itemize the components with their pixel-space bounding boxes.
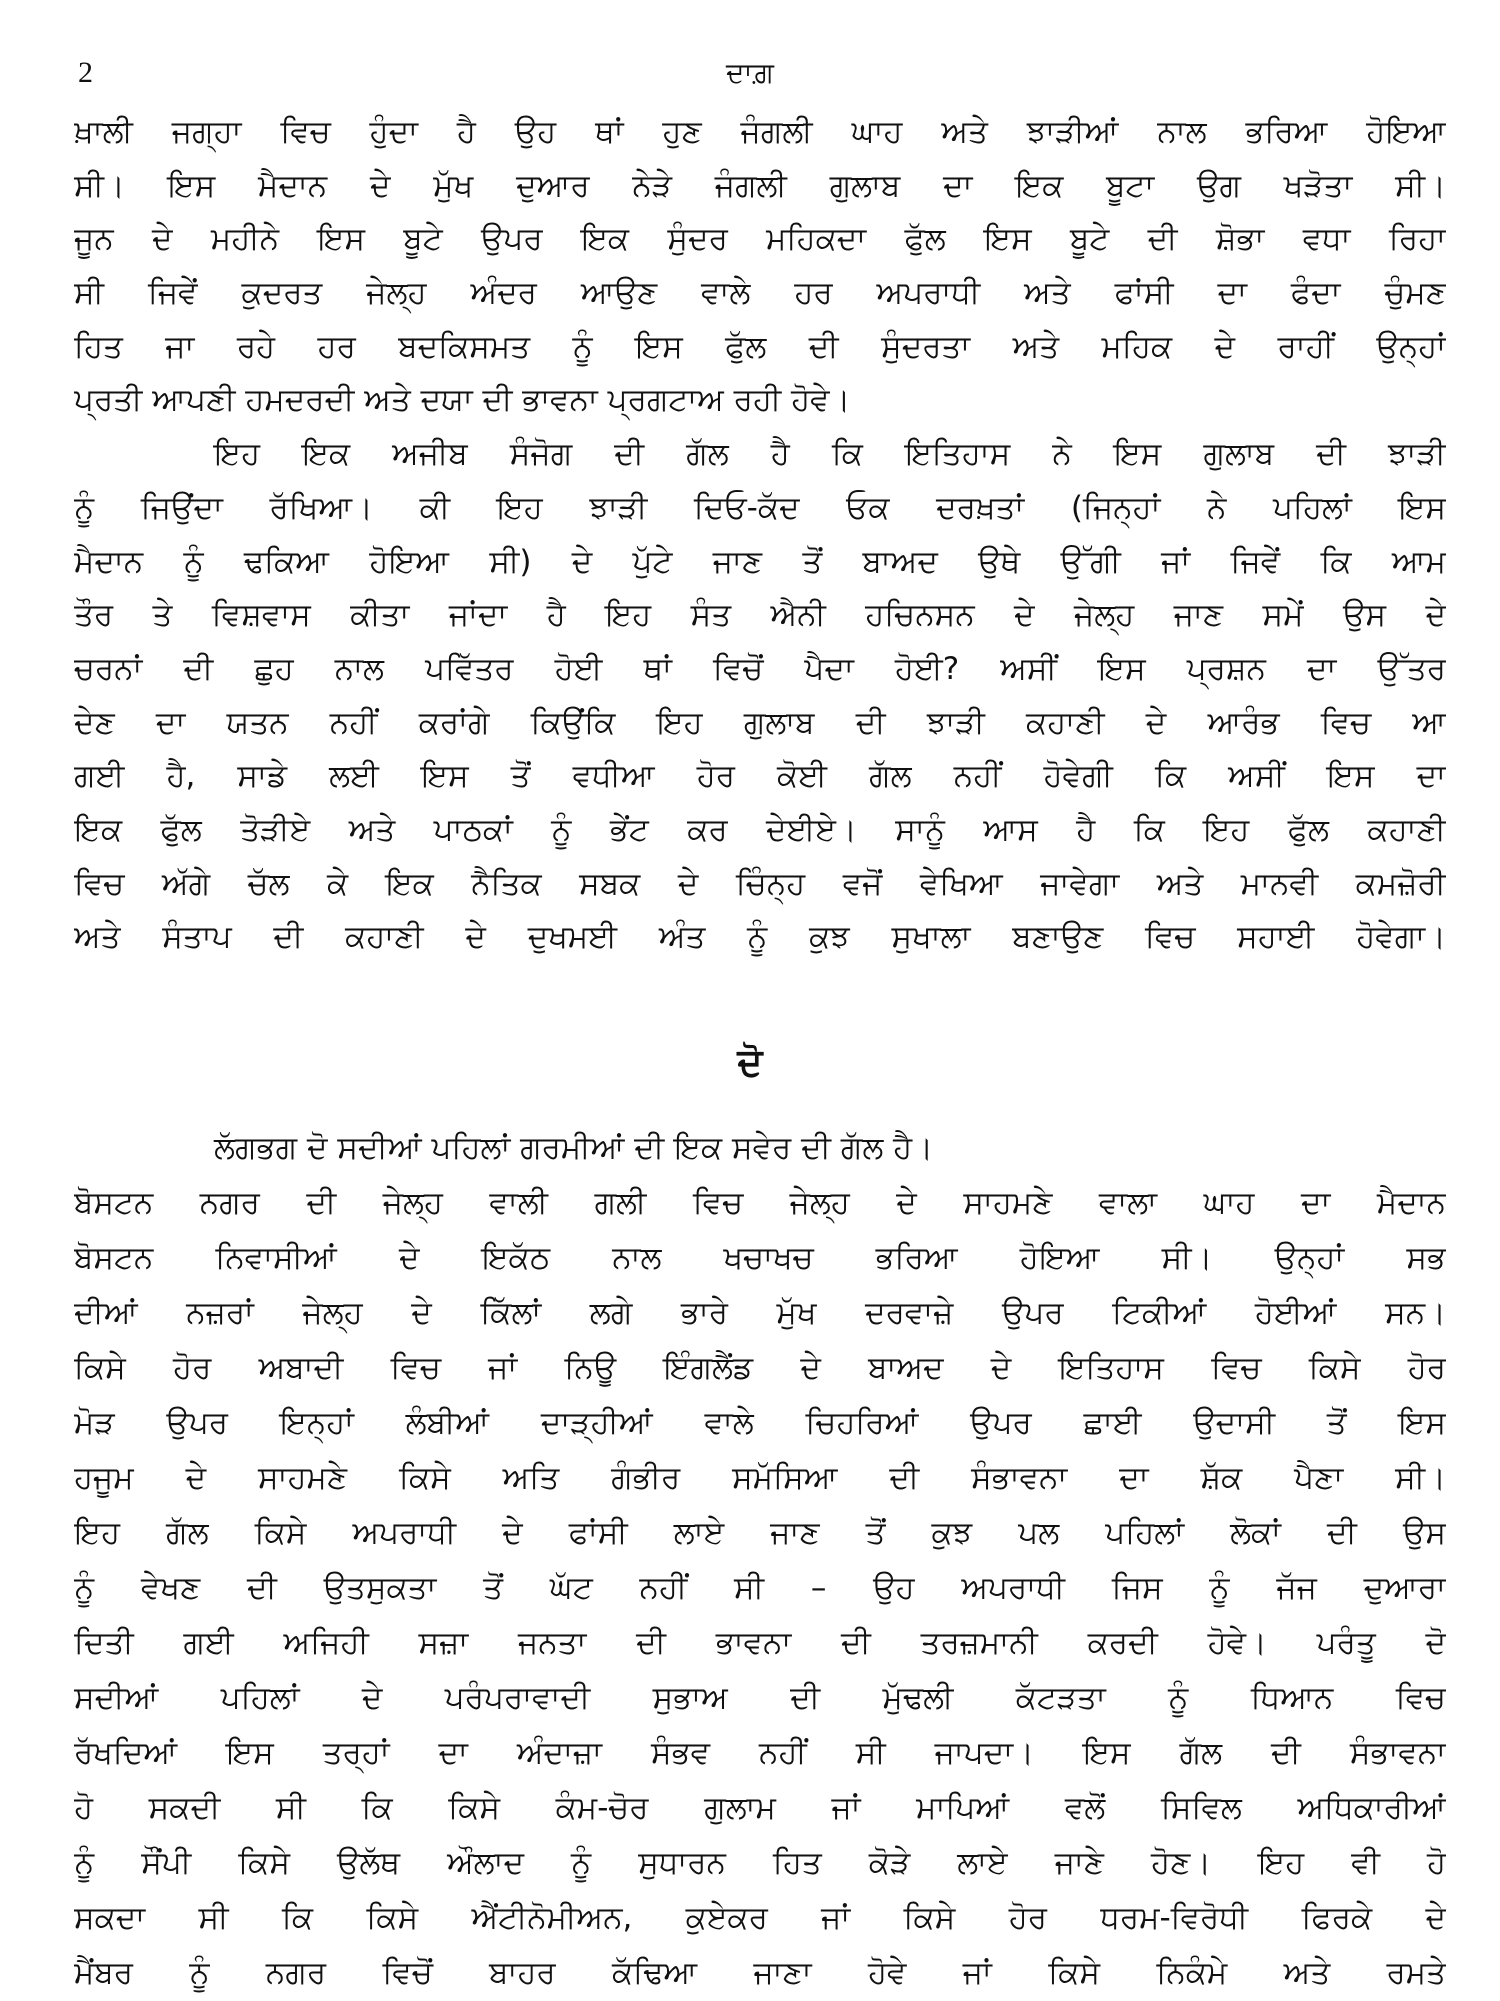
text-line: ਚਰਨਾਂ ਦੀ ਛੁਹ ਨਾਲ ਪਵਿੱਤਰ ਹੋਈ ਥਾਂ ਵਿਚੋਂ ਪੈਦਾ ਹੋਈ? ਅਸੀਂ ਇਸ ਪ੍ਰਸ਼ਨ ਦਾ ਉੱਤਰ: [74, 650, 1446, 687]
text-line: ਤੌਰ ਤੇ ਵਿਸ਼ਵਾਸ ਕੀਤਾ ਜਾਂਦਾ ਹੈ ਇਹ ਸੰਤ ਐਨੀ ਹਚਿਨਸਨ ਦੇ ਜੇਲ੍ਹ ਜਾਣ ਸਮੇਂ ਉਸ ਦੇ: [74, 597, 1446, 634]
page-number: 2: [78, 56, 93, 89]
text-line: ਇਹ ਗੱਲ ਕਿਸੇ ਅਪਰਾਧੀ ਦੇ ਫਾਂਸੀ ਲਾਏ ਜਾਣ ਤੋਂ ਕੁਝ ਪਲ ਪਹਿਲਾਂ ਲੋਕਾਂ ਦੀ ਉਸ: [74, 1515, 1446, 1551]
text-line: ਨੂੰ ਵੇਖਣ ਦੀ ਉਤਸੁਕਤਾ ਤੋਂ ਘੱਟ ਨਹੀਂ ਸੀ – ਉਹ ਅਪਰਾਧੀ ਜਿਸ ਨੂੰ ਜੱਜ ਦੁਆਰਾ: [74, 1570, 1446, 1606]
text-line: ਦੀਆਂ ਨਜ਼ਰਾਂ ਜੇਲ੍ਹ ਦੇ ਕਿੱਲਾਂ ਲਗੇ ਭਾਰੇ ਮੁੱਖ ਦਰਵਾਜ਼ੇ ਉਪਰ ਟਿਕੀਆਂ ਹੋਈਆਂ ਸਨ।: [74, 1295, 1446, 1331]
text-line: ਬੋਸਟਨ ਨਿਵਾਸੀਆਂ ਦੇ ਇਕੱਠ ਨਾਲ ਖਚਾਖਚ ਭਰਿਆ ਹੋਇਆ ਸੀ। ਉਨ੍ਹਾਂ ਸਭ: [74, 1240, 1446, 1276]
text-line: ਰੱਖਦਿਆਂ ਇਸ ਤਰ੍ਹਾਂ ਦਾ ਅੰਦਾਜ਼ਾ ਸੰਭਵ ਨਹੀਂ ਸੀ ਜਾਪਦਾ। ਇਸ ਗੱਲ ਦੀ ਸੰਭਾਵਨਾ: [74, 1735, 1446, 1771]
text-line: ਸਦੀਆਂ ਪਹਿਲਾਂ ਦੇ ਪਰੰਪਰਾਵਾਦੀ ਸੁਭਾਅ ਦੀ ਮੁੱਢਲੀ ਕੱਟੜਤਾ ਨੂੰ ਧਿਆਨ ਵਿਚ: [74, 1680, 1446, 1716]
paragraph-1: [74, 106, 1446, 965]
text-line: ਮੈਂਬਰ ਨੂੰ ਨਗਰ ਵਿਚੋਂ ਬਾਹਰ ਕੱਢਿਆ ਜਾਣਾ ਹੋਵੇ ਜਾਂ ਕਿਸੇ ਨਿਕੰਮੇ ਅਤੇ ਰਮਤੇ: [74, 1955, 1446, 1991]
text-line: ਨੂੰ ਜਿਉਂਦਾ ਰੱਖਿਆ। ਕੀ ਇਹ ਝਾੜੀ ਦਿਓ-ਕੱਦ ਓਕ ਦਰਖ਼ਤਾਂ (ਜਿਨ੍ਹਾਂ ਨੇ ਪਹਿਲਾਂ ਇਸ: [74, 489, 1446, 526]
text-line: ਮੈਦਾਨ ਨੂੰ ਢਕਿਆ ਹੋਇਆ ਸੀ) ਦੇ ਪੁੱਟੇ ਜਾਣ ਤੋਂ ਬਾਅਦ ਉਥੇ ਉੱਗੀ ਜਾਂ ਜਿਵੇਂ ਕਿ ਆਮ: [74, 543, 1446, 580]
text-line: ਲੱਗਭਗ ਦੋ ਸਦੀਆਂ ਪਹਿਲਾਂ ਗਰਮੀਆਂ ਦੀ ਇਕ ਸਵੇਰ ਦੀ ਗੱਲ ਹੈ।: [214, 1130, 934, 1166]
text-line: ਇਹ ਇਕ ਅਜੀਬ ਸੰਜੋਗ ਦੀ ਗੱਲ ਹੈ ਕਿ ਇਤਿਹਾਸ ਨੇ ਇਸ ਗੁਲਾਬ ਦੀ ਝਾੜੀ: [214, 436, 1446, 473]
text-line: ਸੀ ਜਿਵੇਂ ਕੁਦਰਤ ਜੇਲ੍ਹ ਅੰਦਰ ਆਉਣ ਵਾਲੇ ਹਰ ਅਪਰਾਧੀ ਅਤੇ ਫਾਂਸੀ ਦਾ ਫੰਦਾ ਚੁੰਮਣ: [74, 275, 1446, 312]
text-line: ਬੋਸਟਨ ਨਗਰ ਦੀ ਜੇਲ੍ਹ ਵਾਲੀ ਗਲੀ ਵਿਚ ਜੇਲ੍ਹ ਦੇ ਸਾਹਮਣੇ ਵਾਲਾ ਘਾਹ ਦਾ ਮੈਦਾਨ: [74, 1185, 1446, 1221]
paragraph-2: [74, 1121, 1446, 2001]
text-line: ਦੇਣ ਦਾ ਯਤਨ ਨਹੀਂ ਕਰਾਂਗੇ ਕਿਉਂਕਿ ਇਹ ਗੁਲਾਬ ਦੀ ਝਾੜੀ ਕਹਾਣੀ ਦੇ ਆਰੰਭ ਵਿਚ ਆ: [74, 704, 1446, 741]
text-line: ਪ੍ਰਤੀ ਆਪਣੀ ਹਮਦਰਦੀ ਅਤੇ ਦਯਾ ਦੀ ਭਾਵਨਾ ਪ੍ਰਗਟਾਅ ਰਹੀ ਹੋਵੇ।: [74, 382, 851, 419]
text-line: ਦਿਤੀ ਗਈ ਅਜਿਹੀ ਸਜ਼ਾ ਜਨਤਾ ਦੀ ਭਾਵਨਾ ਦੀ ਤਰਜ਼ਮਾਨੀ ਕਰਦੀ ਹੋਵੇ। ਪਰੰਤੂ ਦੋ: [74, 1625, 1446, 1661]
text-line: ਹੋ ਸਕਦੀ ਸੀ ਕਿ ਕਿਸੇ ਕੰਮ-ਚੋਰ ਗੁਲਾਮ ਜਾਂ ਮਾਪਿਆਂ ਵਲੋਂ ਸਿਵਿਲ ਅਧਿਕਾਰੀਆਂ: [74, 1790, 1446, 1826]
text-line: ਹਿਤ ਜਾ ਰਹੇ ਹਰ ਬਦਕਿਸਮਤ ਨੂੰ ਇਸ ਫੁੱਲ ਦੀ ਸੁੰਦਰਤਾ ਅਤੇ ਮਹਿਕ ਦੇ ਰਾਹੀਂ ਉਨ੍ਹਾਂ: [74, 328, 1446, 365]
running-title: ਦਾਗ਼: [726, 56, 774, 89]
text-line: ਖ਼ਾਲੀ ਜਗ੍ਹਾ ਵਿਚ ਹੁੰਦਾ ਹੈ ਉਹ ਥਾਂ ਹੁਣ ਜੰਗਲੀ ਘਾਹ ਅਤੇ ਝਾੜੀਆਂ ਨਾਲ ਭਰਿਆ ਹੋਇਆ: [74, 114, 1446, 150]
text-line: ਜੂਨ ਦੇ ਮਹੀਨੇ ਇਸ ਬੂਟੇ ਉਪਰ ਇਕ ਸੁੰਦਰ ਮਹਿਕਦਾ ਫੁੱਲ ਇਸ ਬੂਟੇ ਦੀ ਸ਼ੋਭਾ ਵਧਾ ਰਿਹਾ: [74, 221, 1446, 258]
text-line: ਸਕਦਾ ਸੀ ਕਿ ਕਿਸੇ ਐਂਟੀਨੋਮੀਅਨ, ਕੁਏਕਰ ਜਾਂ ਕਿਸੇ ਹੋਰ ਧਰਮ-ਵਿਰੋਧੀ ਫਿਰਕੇ ਦੇ: [74, 1900, 1446, 1936]
text-line: ਹਜੂਮ ਦੇ ਸਾਹਮਣੇ ਕਿਸੇ ਅਤਿ ਗੰਭੀਰ ਸਮੱਸਿਆ ਦੀ ਸੰਭਾਵਨਾ ਦਾ ਸ਼ੱਕ ਪੈਣਾ ਸੀ।: [74, 1460, 1446, 1496]
text-line: ਕਿਸੇ ਹੋਰ ਅਬਾਦੀ ਵਿਚ ਜਾਂ ਨਿਊ ਇੰਗਲੈਂਡ ਦੇ ਬਾਅਦ ਦੇ ਇਤਿਹਾਸ ਵਿਚ ਕਿਸੇ ਹੋਰ: [74, 1350, 1446, 1386]
text-line: ਵਿਚ ਅੱਗੇ ਚੱਲ ਕੇ ਇਕ ਨੈਤਿਕ ਸਬਕ ਦੇ ਚਿੰਨ੍ਹ ਵਜੋਂ ਵੇਖਿਆ ਜਾਵੇਗਾ ਅਤੇ ਮਾਨਵੀ ਕਮਜ਼ੋਰੀ: [74, 865, 1446, 902]
text-line: ਅਤੇ ਸੰਤਾਪ ਦੀ ਕਹਾਣੀ ਦੇ ਦੁਖਮਈ ਅੰਤ ਨੂੰ ਕੁਝ ਸੁਖਾਲਾ ਬਣਾਉਣ ਵਿਚ ਸਹਾਈ ਹੋਵੇਗਾ।: [74, 919, 1446, 956]
text-line: ਨੂੰ ਸੌਂਪੀ ਕਿਸੇ ਉਲੱਥ ਔਲਾਦ ਨੂੰ ਸੁਧਾਰਨ ਹਿਤ ਕੋੜੇ ਲਾਏ ਜਾਣੇ ਹੋਣ। ਇਹ ਵੀ ਹੋ: [74, 1845, 1446, 1881]
section-heading: ਦੋ: [737, 1040, 763, 1084]
text-line: ਇਕ ਫੁੱਲ ਤੋੜੀਏ ਅਤੇ ਪਾਠਕਾਂ ਨੂੰ ਭੇਂਟ ਕਰ ਦੇਈਏ। ਸਾਨੂੰ ਆਸ ਹੈ ਕਿ ਇਹ ਫੁੱਲ ਕਹਾਣੀ: [74, 811, 1446, 848]
text-line: ਸੀ। ਇਸ ਮੈਦਾਨ ਦੇ ਮੁੱਖ ਦੁਆਰ ਨੇੜੇ ਜੰਗਲੀ ਗੁਲਾਬ ਦਾ ਇਕ ਬੂਟਾ ਉਗ ਖੜੋਤਾ ਸੀ।: [74, 167, 1446, 204]
text-line: ਗਈ ਹੈ, ਸਾਡੇ ਲਈ ਇਸ ਤੋਂ ਵਧੀਆ ਹੋਰ ਕੋਈ ਗੱਲ ਨਹੀਂ ਹੋਵੇਗੀ ਕਿ ਅਸੀਂ ਇਸ ਦਾ: [74, 758, 1446, 795]
text-line: ਮੋੜ ਉਪਰ ਇਨ੍ਹਾਂ ਲੰਬੀਆਂ ਦਾੜ੍ਹੀਆਂ ਵਾਲੇ ਚਿਹਰਿਆਂ ਉਪਰ ਛਾਈ ਉਦਾਸੀ ਤੋਂ ਇਸ: [74, 1405, 1446, 1441]
